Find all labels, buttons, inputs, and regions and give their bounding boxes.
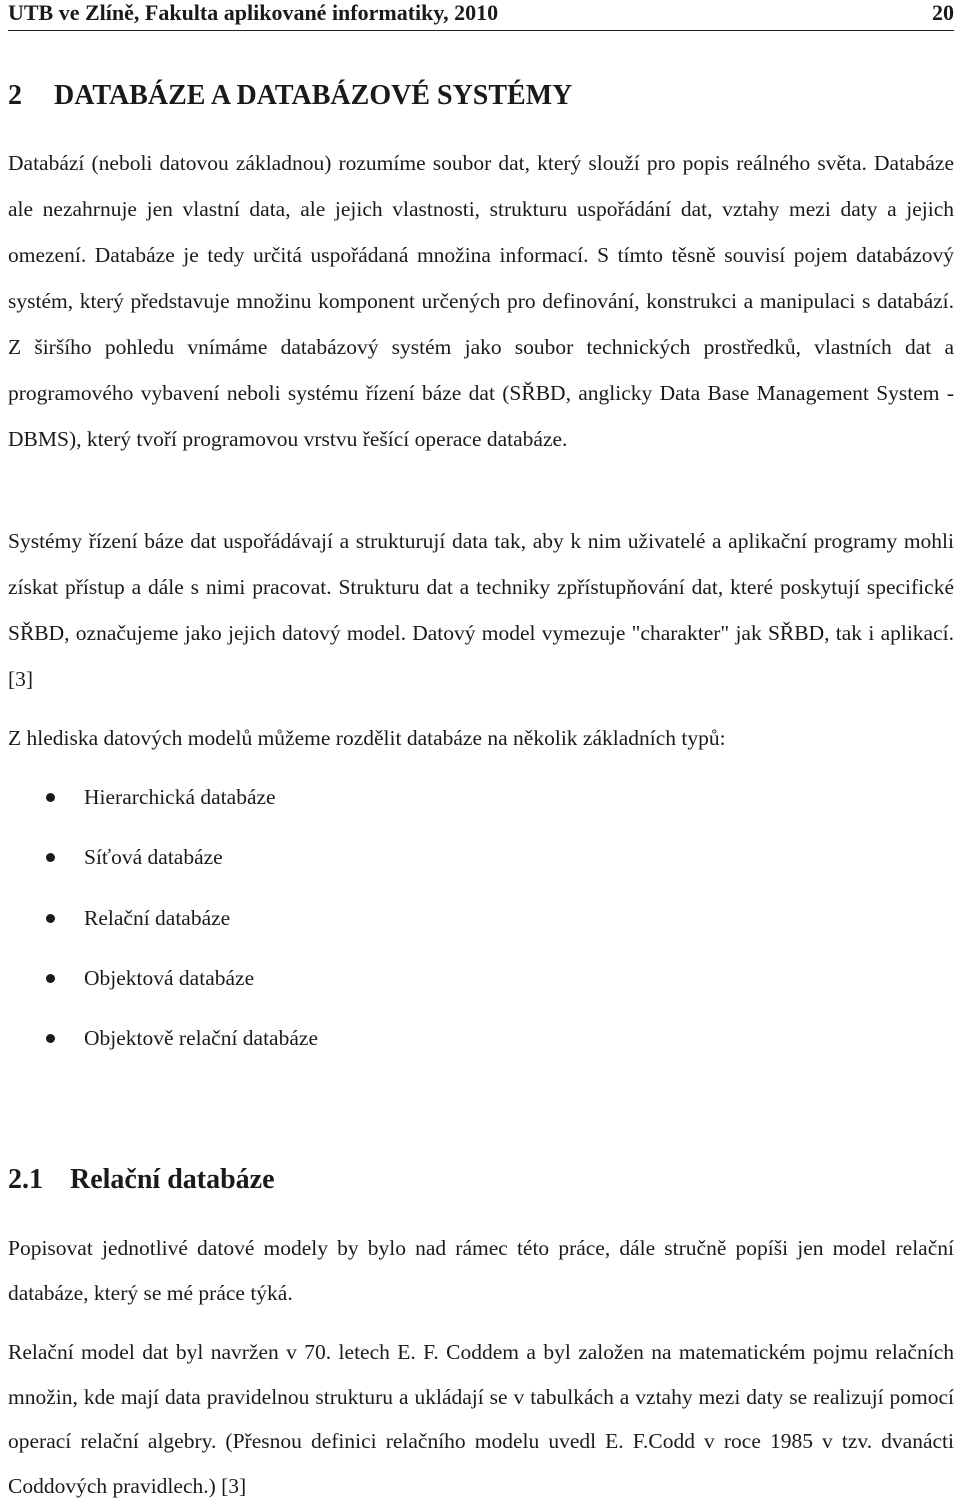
bullet-icon	[46, 853, 55, 862]
paragraph-scope: Popisovat jednotlivé datové modely by bylo nad rámec této práce, dále stručně popíši jen model relační databáze, který se mé práce týká.	[8, 1236, 954, 1305]
header-title: UTB ve Zlíně, Fakulta aplikované informatiky, 2010	[8, 0, 499, 25]
list-item: Hierarchická databáze	[0, 775, 318, 835]
chapter-title: DATABÁZE A DATABÁZOVÉ SYSTÉMY	[54, 80, 573, 111]
section-number: 2.1	[8, 1164, 43, 1195]
paragraph-relational-model: Relační model dat byl navržen v 70. letech E. F. Coddem a byl založen na matematickém pojmu relačních množin, kde mají data pravidelnou strukturu a ukládají se v tabulkách a vztahy mezi daty se realizují pomocí operací relační algebry. (Přesnou definici relačního modelu uvedl E. F.Codd v roce 1985 v tzv. dvanácti Coddových pravidlech.) [3]	[8, 1340, 954, 1498]
section-heading	[8, 1164, 275, 1196]
chapter-heading	[8, 80, 572, 112]
bullet-icon	[46, 793, 55, 802]
bullet-icon	[46, 914, 55, 923]
paragraph-intro: Databází (neboli datovou základnou) rozumíme soubor dat, který slouží pro popis reálného světa. Databáze ale nezahrnuje jen vlastní data, ale jejich vlastnosti, strukturu uspořádání dat, vztahy mezi daty a jejich omezení. Databáze je tedy určitá uspořádaná množina informací. S tímto těsně souvisí pojem databázový systém, který představuje množinu komponent určených pro definování, konstrukci a manipulaci s databází. Z širšího pohledu vnímáme databázový systém jako soubor technických prostředků, vlastních dat a programového vybavení neboli systému řízení báze dat (SŘBD, anglicky Data Base Management System - DBMS), který tvoří programovou vrstvu řešící operace databáze.	[8, 151, 954, 451]
list-item: Objektově relační databáze	[0, 1016, 318, 1076]
page-number: 20	[932, 0, 954, 25]
chapter-number: 2	[8, 80, 22, 111]
page-header	[8, 0, 954, 31]
bullet-icon	[46, 1034, 55, 1043]
list-item: Relační databáze	[0, 896, 318, 956]
list-item: Objektová databáze	[0, 956, 318, 1016]
list-intro: Z hlediska datových modelů můžeme rozdělit databáze na několik základních typů:	[8, 726, 726, 750]
paragraph-dbms: Systémy řízení báze dat uspořádávají a strukturují data tak, aby k nim uživatelé a aplikační programy mohli získat přístup a dále s nimi pracovat. Strukturu dat a techniky zpřístupňování dat, které poskytují specifické SŘBD, označujeme jako jejich datový model. Datový model vymezuje "charakter" jak SŘBD, tak i aplikací. [3]	[8, 529, 954, 691]
database-types-list	[0, 775, 318, 1076]
bullet-icon	[46, 974, 55, 983]
list-item: Síťová databáze	[0, 835, 318, 895]
section-title: Relační databáze	[70, 1164, 275, 1195]
